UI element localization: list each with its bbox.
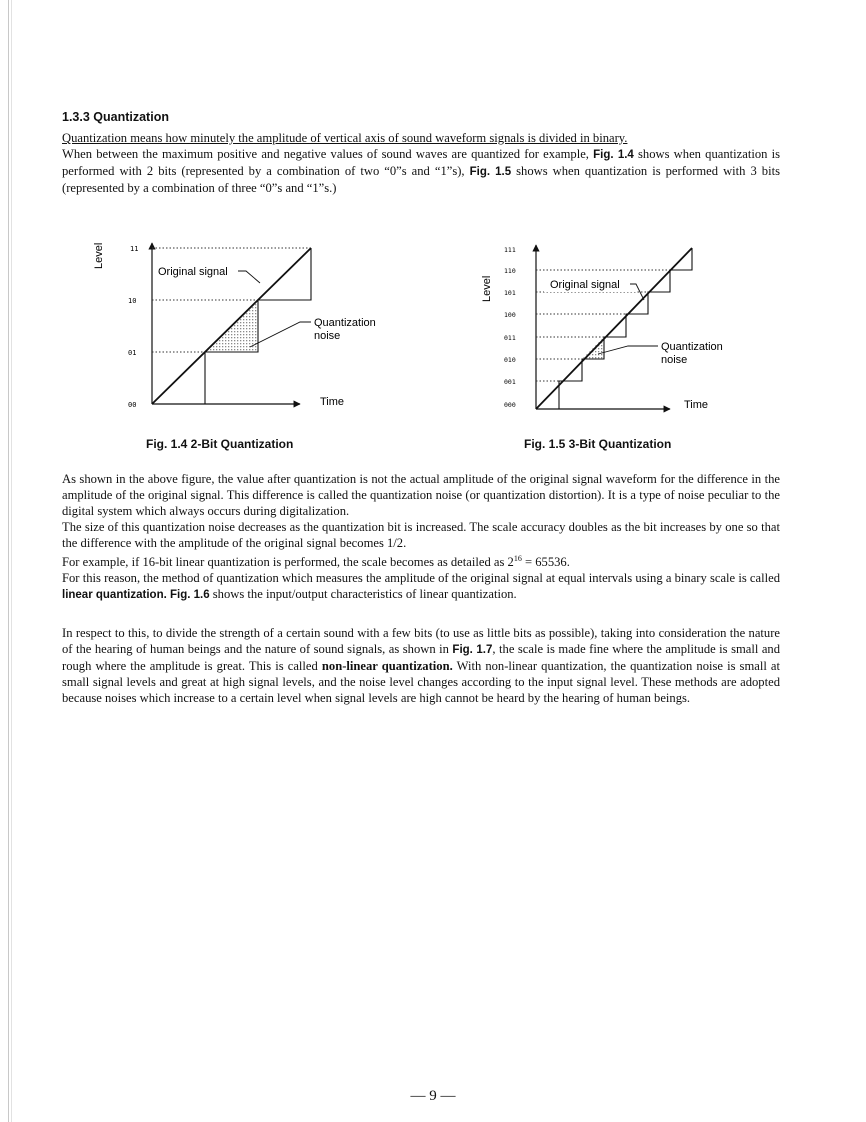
section-title: 1.3.3 Quantization <box>62 110 169 124</box>
non-linear-text-3: With non-linear quantization, the quantization noise is small at small signal levels and great at high signal levels, and the noise level changes according to the input signal level. These methods are adopted because noises which increase to a certain level when signal levels are high cannot be heard by the hearing of human beings. <box>62 659 780 705</box>
level-axis-label: Level <box>93 242 105 269</box>
non-linear-quantization-term: non-linear quantization. <box>321 659 453 673</box>
level-tick-11: 11 <box>130 245 139 253</box>
level-tick-01: 01 <box>128 349 137 357</box>
non-linear-text-2: , the scale is made fine where the amplitude is small and rough where the amplitude is great. This is called <box>62 642 781 673</box>
binding-edge-line-inner <box>11 0 12 1122</box>
exponent: 16 <box>513 554 522 563</box>
binding-edge-line <box>8 0 9 1122</box>
level-tick-000: 000 <box>504 401 516 409</box>
level-tick-111: 111 <box>504 246 516 254</box>
level-tick-011: 011 <box>504 334 516 342</box>
level-tick-10: 10 <box>128 297 137 305</box>
quantization-noise-leader <box>250 322 311 347</box>
intro-paragraph <box>62 130 780 196</box>
quantization-noise-definition: As shown in the above figure, the value after quantization is not the actual amplitude of the original signal waveform for the difference in the amplitude of the original signal. This difference is called the quantization noise (or quantization distortion). It is a type of noise peculiar to the digital system which always occurs during digitalization. <box>62 472 780 518</box>
quantization-noise-leader <box>598 346 658 354</box>
intro-definition: Quantization means how minutely the amplitude of vertical axis of sound waveform signals is divided in binary. <box>62 131 628 145</box>
quantization-noise-area <box>582 337 604 359</box>
fig-1-4-caption: Fig. 1.4 2-Bit Quantization <box>146 437 294 451</box>
level-axis-label: Level <box>481 275 493 302</box>
level-tick-00: 00 <box>128 401 137 409</box>
non-linear-text-1: In respect to this, to divide the strength of a certain sound with a few bits (to use as little bits as possible), taking into consideration the nature of the hearing of human beings and the nature of sound signals, as shown in <box>62 626 780 656</box>
non-linear-paragraph <box>62 625 780 706</box>
time-axis-label: Time <box>684 399 709 411</box>
quantization-noise-label: Quantization <box>314 317 376 329</box>
example-result: = 65536. <box>521 555 570 570</box>
quantization-noise-label-line2: noise <box>661 354 688 366</box>
level-tick-010: 010 <box>504 356 516 364</box>
page-number: — 9 — <box>410 1088 456 1104</box>
figure-3-bit-quantization <box>478 240 778 420</box>
quantized-staircase <box>559 248 692 409</box>
fig-1-5-reference: Fig. 1.5 <box>469 166 512 178</box>
intro-text-1: When between the maximum positive and negative values of sound waves are quantized for example, <box>62 147 594 161</box>
sixteen-bit-example <box>62 551 780 570</box>
original-signal-label: Original signal <box>550 279 620 291</box>
fig-1-6-reference: Fig. 1.6 <box>166 589 210 602</box>
linear-text: For this reason, the method of quantization which measures the amplitude of the original signal at equal intervals using a binary scale is called <box>62 571 780 586</box>
quantization-noise-label: Quantization <box>661 341 723 353</box>
linear-quantization-sentence <box>62 570 780 603</box>
original-signal-leader <box>238 271 260 283</box>
level-tick-001: 001 <box>504 378 516 386</box>
linear-quantization-term: linear quantization. <box>62 589 167 602</box>
level-tick-101: 101 <box>504 289 516 297</box>
intro-text-3: shows when quantization is performed with 3 bits (represented by a combination of three “0”s and “1”s.) <box>62 164 781 195</box>
linear-text-end: shows the input/output characteristics of linear quantization. <box>209 587 517 602</box>
bit-accuracy-sentence: The size of this quantization noise decreases as the quantization bit is increased. The scale accuracy doubles as the bit increases by one so that the difference with the amplitude of the original signal becomes 1/2. <box>62 520 780 550</box>
fig-1-7-reference: Fig. 1.7 <box>452 644 493 656</box>
original-signal-label: Original signal <box>158 266 228 278</box>
quantization-noise-label-line2: noise <box>314 330 341 342</box>
time-axis-label: Time <box>320 396 345 408</box>
fig-1-5-caption: Fig. 1.5 3-Bit Quantization <box>524 437 672 451</box>
fig-1-4-reference: Fig. 1.4 <box>593 149 634 161</box>
level-tick-100: 100 <box>504 311 516 319</box>
explanation-paragraph <box>62 471 780 603</box>
example-text: For example, if 16-bit linear quantization is performed, the scale becomes as detailed as 2 <box>62 555 514 570</box>
figure-2-bit-quantization <box>90 235 390 415</box>
level-tick-110: 110 <box>504 267 516 275</box>
original-signal-line <box>536 248 692 409</box>
intro-text-2: shows when quantization is performed with 2 bits (represented by a combination of two “0”s and “1”s), <box>62 147 780 178</box>
